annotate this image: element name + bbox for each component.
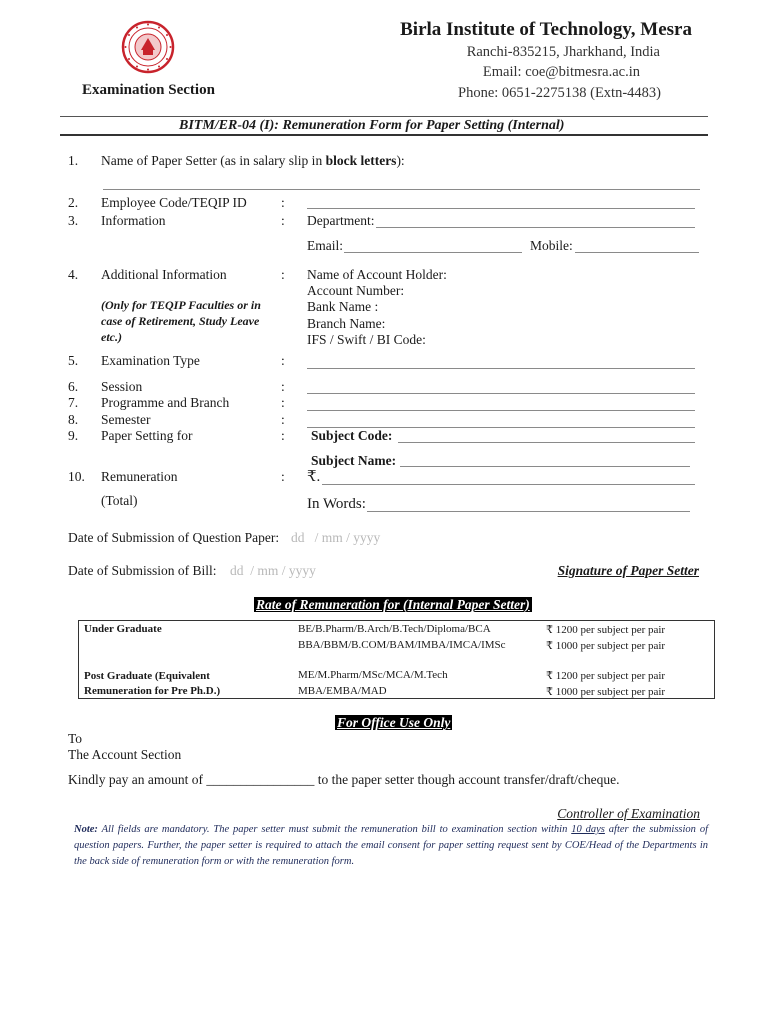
office-to: To <box>68 731 83 746</box>
qp-date-input[interactable] <box>291 530 401 546</box>
subject-name-label: Subject Name: <box>311 453 397 468</box>
field-2-number: 2. <box>68 195 79 210</box>
subject-code-label: Subject Code: <box>311 428 393 443</box>
field-5-number: 5. <box>68 353 79 368</box>
field-6-colon: : <box>281 379 285 394</box>
in-words-label: In Words: <box>307 496 366 512</box>
field-3-colon: : <box>281 213 285 228</box>
note-days: 10 days <box>571 824 605 835</box>
rate-row-ug-rate-1: ₹ 1200 per subject per pair <box>546 624 666 636</box>
rate-row-ug-program-2: BBA/BBM/B.COM/BAM/IMBA/IMCA/IMSc <box>298 639 506 651</box>
rate-table-title-text: Rate of Remuneration for (Internal Paper Setter) <box>256 597 530 612</box>
field-9-number: 9. <box>68 428 79 443</box>
account-number-label[interactable]: Account Number: <box>307 283 405 298</box>
field-9-label: Paper Setting for <box>101 428 193 443</box>
office-use-title <box>335 714 452 732</box>
field-1-number: 1. <box>68 153 79 168</box>
field-3-label: Information <box>101 213 166 228</box>
bank-name-label[interactable]: Bank Name : <box>307 299 379 314</box>
field-8-label: Semester <box>101 412 151 427</box>
rate-row-pg-program-1: ME/M.Pharm/MSc/MCA/M.Tech <box>298 669 448 681</box>
branch-name-label[interactable]: Branch Name: <box>307 316 386 331</box>
session-input[interactable] <box>307 392 695 394</box>
field-1-label-bold: block letters <box>325 153 397 168</box>
institute-email: Email: coe@bitmesra.ac.in <box>482 64 640 80</box>
note-text-pre: All fields are mandatory. The paper setter must submit the remuneration bill to examination section within <box>97 824 572 835</box>
field-8-colon: : <box>281 412 285 427</box>
department-input[interactable] <box>376 226 695 228</box>
field-2-colon: : <box>281 195 285 210</box>
in-words-input[interactable] <box>367 510 690 512</box>
field-3-number: 3. <box>68 213 79 228</box>
field-1-label-pre: Name of Paper Setter (as in salary slip in <box>101 153 326 168</box>
mobile-label: Mobile: <box>530 238 573 253</box>
field-7-colon: : <box>281 395 285 410</box>
rate-row-pg-rate-1: ₹ 1200 per subject per pair <box>546 670 666 682</box>
field-7-number: 7. <box>68 395 79 410</box>
field-1-label <box>101 153 405 169</box>
rate-row-pg-program-2: MBA/EMBA/MAD <box>298 685 387 697</box>
payment-instruction <box>68 772 619 788</box>
field-10-colon: : <box>281 469 285 484</box>
note-paragraph <box>74 822 708 870</box>
bill-date-input[interactable] <box>230 563 340 579</box>
examination-type-input[interactable] <box>307 367 695 369</box>
field-5-colon: : <box>281 353 285 368</box>
rate-row-ug-level: Under Graduate <box>84 623 162 635</box>
institute-name: Birla Institute of Technology, Mesra <box>400 19 692 40</box>
rate-row-pg-level-2: Remuneration for Pre Ph.D.) <box>84 685 221 697</box>
field-7-label: Programme and Branch <box>101 395 230 410</box>
paper-setter-name-input[interactable] <box>103 188 700 190</box>
header-divider <box>60 116 708 117</box>
subject-name-input[interactable] <box>400 465 690 467</box>
field-4-note: (Only for TEQIP Faculties or in case of Retirement, Study Leave etc.) <box>101 298 261 344</box>
mobile-input[interactable] <box>575 251 699 253</box>
institute-phone: Phone: 0651-2275138 (Extn-4483) <box>458 85 661 101</box>
field-6-number: 6. <box>68 379 79 394</box>
payment-amount-blank[interactable]: ________________ <box>206 772 315 787</box>
note-label: Note: <box>74 824 98 835</box>
field-2-label: Employee Code/TEQIP ID <box>101 195 247 210</box>
rate-row-pg-rate-2: ₹ 1000 per subject per pair <box>546 686 666 698</box>
field-4-colon: : <box>281 267 285 282</box>
office-use-title-text: For Office Use Only <box>337 715 451 730</box>
field-10-label: Remuneration <box>101 469 178 484</box>
programme-branch-input[interactable] <box>307 409 695 411</box>
institute-logo <box>121 20 175 74</box>
field-9-colon: : <box>281 428 285 443</box>
rate-row-ug-rate-2: ₹ 1000 per subject per pair <box>546 640 666 652</box>
rate-row-ug-program-1: BE/B.Pharm/B.Arch/B.Tech/Diploma/BCA <box>298 623 491 635</box>
field-5-label: Examination Type <box>101 353 200 368</box>
rate-table-title <box>254 596 532 614</box>
controller-of-examination: Controller of Examination <box>557 806 700 821</box>
field-1-label-post: ): <box>396 153 405 168</box>
rupee-symbol: ₹. <box>307 469 321 485</box>
rate-row-pg-level-1: Post Graduate (Equivalent <box>84 670 210 682</box>
form-title: BITM/ER-04 (I): Remuneration Form for Paper Setting (Internal) <box>179 118 565 133</box>
bit-mesra-seal-icon <box>121 20 175 74</box>
ifs-code-label[interactable]: IFS / Swift / BI Code: <box>307 332 426 347</box>
field-10-number: 10. <box>68 469 85 484</box>
payment-instruction-pre: Kindly pay an amount of <box>68 772 207 787</box>
account-holder-label[interactable]: Name of Account Holder: <box>307 267 447 282</box>
institute-address: Ranchi-835215, Jharkhand, India <box>466 44 660 60</box>
email-input[interactable] <box>344 251 522 253</box>
field-8-number: 8. <box>68 412 79 427</box>
email-label: Email: <box>307 238 343 253</box>
field-4-label: Additional Information <box>101 267 227 282</box>
remuneration-amount-input[interactable] <box>322 483 695 485</box>
title-divider <box>60 134 708 136</box>
signature-of-paper-setter: Signature of Paper Setter <box>557 563 699 578</box>
field-4-number: 4. <box>68 267 79 282</box>
field-6-label: Session <box>101 379 143 394</box>
field-10-sub: (Total) <box>101 493 138 508</box>
department-label: Department: <box>307 213 375 228</box>
employee-code-input[interactable] <box>307 207 695 209</box>
examination-section-label: Examination Section <box>82 82 215 98</box>
note-text-post: after the submission of question papers. Further, the paper setter is required to attach the email consent for paper setting request sent by COE/Head of the Departments in the back side of remuneration form or with the remuneration form. <box>74 824 708 867</box>
bill-date-label: Date of Submission of Bill: <box>68 563 217 578</box>
payment-instruction-post: to the paper setter though account transfer/draft/cheque. <box>314 772 620 787</box>
office-to-dept: The Account Section <box>68 747 182 762</box>
qp-date-label: Date of Submission of Question Paper: <box>68 530 280 545</box>
subject-code-input[interactable] <box>398 441 695 443</box>
